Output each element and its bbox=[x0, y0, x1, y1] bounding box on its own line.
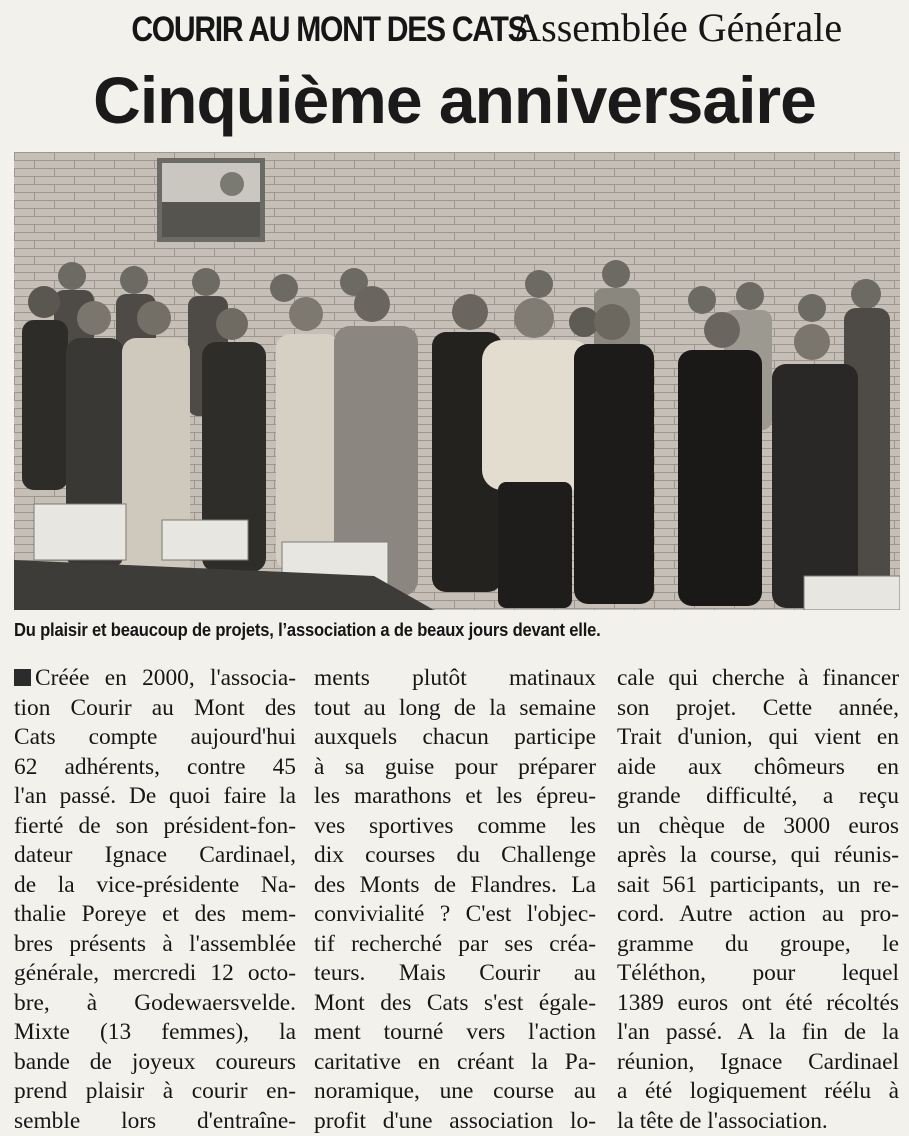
article-line: sait 561 participants, un re- bbox=[617, 871, 899, 901]
article-line: cale qui cherche à financer bbox=[617, 664, 899, 694]
article-line: bande de joyeux coureurs bbox=[14, 1048, 296, 1078]
article-line: réunion, Ignace Cardinael bbox=[617, 1048, 899, 1078]
article-line: aide aux chômeurs en bbox=[617, 753, 899, 783]
article-line: de la vice-présidente Na- bbox=[14, 871, 296, 901]
wall-picture bbox=[157, 158, 265, 242]
article-line: après la course, qui réunis- bbox=[617, 841, 899, 871]
article-line: gramme du groupe, le bbox=[617, 930, 899, 960]
article-line: auxquels chacun participe bbox=[314, 723, 596, 753]
article-line: fierté de son président-fon- bbox=[14, 812, 296, 842]
photo-caption-text: Du plaisir et beaucoup de projets, l’association a de beaux jours devant elle. bbox=[14, 620, 601, 641]
article-line: a été logiquement réélu à bbox=[617, 1077, 899, 1107]
article-line: 62 adhérents, contre 45 bbox=[14, 753, 296, 783]
article-line: bre, à Godewaersvelde. bbox=[14, 989, 296, 1019]
article-line: tion Courir au Mont des bbox=[14, 694, 296, 724]
article-line: semble lors d'entraîne- bbox=[14, 1107, 296, 1136]
article-column-3 bbox=[617, 664, 899, 1136]
article-line: bres présents à l'assemblée bbox=[14, 930, 296, 960]
article-line: Trait d'union, qui vient en bbox=[617, 723, 899, 753]
article-line: l'an passé. De quoi faire la bbox=[14, 782, 296, 812]
article-line: Téléthon, pour lequel bbox=[617, 959, 899, 989]
article-line: noramique, une course au bbox=[314, 1077, 596, 1107]
article-kicker bbox=[0, 4, 909, 60]
article-line: caritative en créant la Pa- bbox=[314, 1048, 596, 1078]
group-photo-illustration bbox=[14, 152, 900, 610]
article-headline: Cinquième anniversaire bbox=[0, 62, 909, 138]
article-line: grande difficulté, a reçu bbox=[617, 782, 899, 812]
article-line: Mixte (13 femmes), la bbox=[14, 1018, 296, 1048]
article-column-1 bbox=[14, 664, 296, 1136]
article-line: un chèque de 3000 euros bbox=[617, 812, 899, 842]
photo-caption bbox=[14, 620, 900, 641]
article-line: générale, mercredi 12 octo- bbox=[14, 959, 296, 989]
article-line bbox=[14, 664, 296, 694]
article-line: teurs. Mais Courir au bbox=[314, 959, 596, 989]
article-line: des Monts de Flandres. La bbox=[314, 871, 596, 901]
article-line: profit d'une association lo- bbox=[314, 1107, 596, 1136]
article-line: tif recherché par ses créa- bbox=[314, 930, 596, 960]
article-line: cord. Autre action au pro- bbox=[617, 900, 899, 930]
group-photo bbox=[14, 152, 900, 610]
article-line: prend plaisir à courir en- bbox=[14, 1077, 296, 1107]
article-line: l'an passé. A la fin de la bbox=[617, 1018, 899, 1048]
article-line: ment tourné vers l'action bbox=[314, 1018, 596, 1048]
article-line: à sa guise pour préparer bbox=[314, 753, 596, 783]
article-line: la tête de l'association. bbox=[617, 1107, 899, 1136]
article-line-text: Créée en 2000, l'associa- bbox=[35, 665, 296, 691]
article-line: thalie Poreye et des mem- bbox=[14, 900, 296, 930]
kicker-event: Assemblée Générale bbox=[512, 5, 842, 50]
article-line: son projet. Cette année, bbox=[617, 694, 899, 724]
article-line: dateur Ignace Cardinael, bbox=[14, 841, 296, 871]
article-line: tout au long de la semaine bbox=[314, 694, 596, 724]
article-line: ves sportives comme les bbox=[314, 812, 596, 842]
article-line: les marathons et les épreu- bbox=[314, 782, 596, 812]
article-line: ments plutôt matinaux bbox=[314, 664, 596, 694]
article-line: 1389 euros ont été récoltés bbox=[617, 989, 899, 1019]
article-column-2 bbox=[314, 664, 596, 1136]
paragraph-marker-icon bbox=[14, 669, 31, 686]
article-line: dix courses du Challenge bbox=[314, 841, 596, 871]
article-line: convivialité ? C'est l'objec- bbox=[314, 900, 596, 930]
kicker-club-name: COURIR AU MONT DES CATS bbox=[131, 10, 526, 50]
article-line: Mont des Cats s'est égale- bbox=[314, 989, 596, 1019]
article-line: Cats compte aujourd'hui bbox=[14, 723, 296, 753]
